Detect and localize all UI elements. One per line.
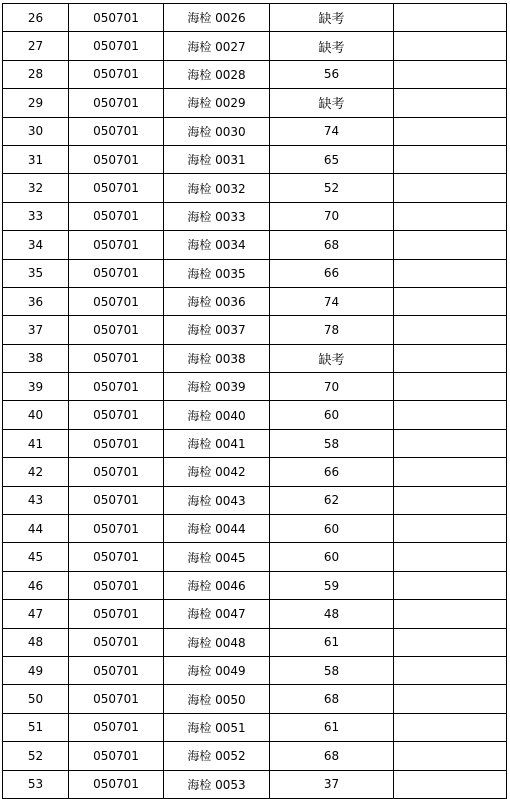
cell-score: 74 [270, 287, 394, 315]
cell-note [394, 117, 507, 145]
cell-note [394, 429, 507, 457]
cell-note [394, 344, 507, 372]
cell-code: 050701 [69, 770, 164, 798]
cell-exam-id: 海检 0037 [164, 316, 270, 344]
cell-note [394, 713, 507, 741]
cell-exam-id: 海检 0042 [164, 458, 270, 486]
cell-score: 52 [270, 174, 394, 202]
cell-note [394, 571, 507, 599]
score-table [2, 3, 507, 799]
table-row [3, 571, 507, 599]
cell-note [394, 685, 507, 713]
cell-index: 46 [3, 571, 69, 599]
cell-index: 28 [3, 60, 69, 88]
cell-code: 050701 [69, 117, 164, 145]
cell-score: 62 [270, 486, 394, 514]
table-row [3, 458, 507, 486]
cell-score: 74 [270, 117, 394, 145]
cell-index: 48 [3, 628, 69, 656]
cell-score: 66 [270, 259, 394, 287]
cell-score: 70 [270, 373, 394, 401]
table-row [3, 344, 507, 372]
cell-note [394, 543, 507, 571]
cell-score: 56 [270, 60, 394, 88]
cell-index: 51 [3, 713, 69, 741]
cell-code: 050701 [69, 89, 164, 117]
cell-index: 43 [3, 486, 69, 514]
cell-score: 70 [270, 202, 394, 230]
cell-score: 65 [270, 145, 394, 173]
cell-note [394, 373, 507, 401]
cell-code: 050701 [69, 4, 164, 32]
table-row [3, 4, 507, 32]
cell-index: 52 [3, 742, 69, 770]
cell-score: 缺考 [270, 344, 394, 372]
cell-score: 60 [270, 543, 394, 571]
cell-exam-id: 海检 0050 [164, 685, 270, 713]
cell-exam-id: 海检 0047 [164, 600, 270, 628]
table-row [3, 515, 507, 543]
cell-index: 33 [3, 202, 69, 230]
table-row [3, 202, 507, 230]
cell-index: 34 [3, 231, 69, 259]
cell-code: 050701 [69, 231, 164, 259]
table-row [3, 429, 507, 457]
table-row [3, 117, 507, 145]
table-row [3, 89, 507, 117]
table-row [3, 742, 507, 770]
cell-note [394, 89, 507, 117]
cell-index: 44 [3, 515, 69, 543]
cell-score: 缺考 [270, 32, 394, 60]
cell-index: 50 [3, 685, 69, 713]
cell-code: 050701 [69, 543, 164, 571]
cell-exam-id: 海检 0036 [164, 287, 270, 315]
cell-index: 39 [3, 373, 69, 401]
table-row [3, 32, 507, 60]
cell-code: 050701 [69, 486, 164, 514]
cell-code: 050701 [69, 174, 164, 202]
cell-code: 050701 [69, 458, 164, 486]
cell-exam-id: 海检 0048 [164, 628, 270, 656]
table-row [3, 174, 507, 202]
cell-index: 53 [3, 770, 69, 798]
table-row [3, 656, 507, 684]
cell-code: 050701 [69, 60, 164, 88]
cell-exam-id: 海检 0052 [164, 742, 270, 770]
cell-index: 47 [3, 600, 69, 628]
table-row [3, 259, 507, 287]
cell-exam-id: 海检 0035 [164, 259, 270, 287]
cell-score: 66 [270, 458, 394, 486]
cell-exam-id: 海检 0040 [164, 401, 270, 429]
table-row [3, 600, 507, 628]
cell-score: 68 [270, 685, 394, 713]
cell-exam-id: 海检 0044 [164, 515, 270, 543]
cell-exam-id: 海检 0049 [164, 656, 270, 684]
cell-note [394, 656, 507, 684]
cell-note [394, 458, 507, 486]
cell-code: 050701 [69, 515, 164, 543]
cell-index: 37 [3, 316, 69, 344]
cell-note [394, 259, 507, 287]
table-row [3, 60, 507, 88]
cell-exam-id: 海检 0046 [164, 571, 270, 599]
table-row [3, 628, 507, 656]
cell-exam-id: 海检 0028 [164, 60, 270, 88]
score-table-body [3, 4, 507, 799]
cell-exam-id: 海检 0027 [164, 32, 270, 60]
cell-note [394, 770, 507, 798]
cell-exam-id: 海检 0038 [164, 344, 270, 372]
cell-index: 35 [3, 259, 69, 287]
cell-code: 050701 [69, 344, 164, 372]
cell-index: 40 [3, 401, 69, 429]
cell-note [394, 287, 507, 315]
cell-exam-id: 海检 0051 [164, 713, 270, 741]
cell-score: 缺考 [270, 89, 394, 117]
cell-exam-id: 海检 0045 [164, 543, 270, 571]
cell-score: 68 [270, 742, 394, 770]
cell-code: 050701 [69, 401, 164, 429]
cell-note [394, 174, 507, 202]
cell-note [394, 600, 507, 628]
table-row [3, 770, 507, 798]
cell-note [394, 486, 507, 514]
cell-code: 050701 [69, 429, 164, 457]
cell-score: 59 [270, 571, 394, 599]
cell-index: 27 [3, 32, 69, 60]
cell-code: 050701 [69, 259, 164, 287]
cell-code: 050701 [69, 600, 164, 628]
cell-exam-id: 海检 0034 [164, 231, 270, 259]
cell-exam-id: 海检 0026 [164, 4, 270, 32]
table-row [3, 316, 507, 344]
cell-code: 050701 [69, 742, 164, 770]
cell-note [394, 316, 507, 344]
cell-score: 78 [270, 316, 394, 344]
table-row [3, 486, 507, 514]
table-row [3, 231, 507, 259]
cell-score: 60 [270, 515, 394, 543]
cell-exam-id: 海检 0033 [164, 202, 270, 230]
cell-code: 050701 [69, 571, 164, 599]
table-row [3, 287, 507, 315]
cell-code: 050701 [69, 316, 164, 344]
cell-index: 29 [3, 89, 69, 117]
cell-score: 60 [270, 401, 394, 429]
cell-index: 42 [3, 458, 69, 486]
cell-index: 49 [3, 656, 69, 684]
cell-code: 050701 [69, 713, 164, 741]
cell-index: 38 [3, 344, 69, 372]
cell-note [394, 628, 507, 656]
cell-index: 36 [3, 287, 69, 315]
cell-index: 26 [3, 4, 69, 32]
cell-score: 68 [270, 231, 394, 259]
cell-exam-id: 海检 0032 [164, 174, 270, 202]
table-row [3, 685, 507, 713]
table-row [3, 373, 507, 401]
cell-code: 050701 [69, 145, 164, 173]
cell-score: 61 [270, 713, 394, 741]
cell-index: 41 [3, 429, 69, 457]
cell-note [394, 401, 507, 429]
cell-index: 30 [3, 117, 69, 145]
cell-score: 37 [270, 770, 394, 798]
cell-exam-id: 海检 0053 [164, 770, 270, 798]
cell-index: 32 [3, 174, 69, 202]
cell-code: 050701 [69, 685, 164, 713]
cell-score: 48 [270, 600, 394, 628]
cell-note [394, 515, 507, 543]
table-row [3, 401, 507, 429]
table-row [3, 145, 507, 173]
cell-index: 45 [3, 543, 69, 571]
cell-note [394, 60, 507, 88]
cell-exam-id: 海检 0039 [164, 373, 270, 401]
cell-code: 050701 [69, 656, 164, 684]
cell-exam-id: 海检 0043 [164, 486, 270, 514]
cell-code: 050701 [69, 287, 164, 315]
table-row [3, 543, 507, 571]
cell-code: 050701 [69, 32, 164, 60]
cell-code: 050701 [69, 628, 164, 656]
table-row [3, 713, 507, 741]
cell-score: 缺考 [270, 4, 394, 32]
cell-note [394, 145, 507, 173]
cell-exam-id: 海检 0031 [164, 145, 270, 173]
cell-code: 050701 [69, 373, 164, 401]
cell-note [394, 4, 507, 32]
cell-note [394, 202, 507, 230]
cell-code: 050701 [69, 202, 164, 230]
cell-note [394, 742, 507, 770]
cell-note [394, 231, 507, 259]
cell-note [394, 32, 507, 60]
cell-score: 58 [270, 429, 394, 457]
cell-exam-id: 海检 0030 [164, 117, 270, 145]
cell-score: 58 [270, 656, 394, 684]
cell-score: 61 [270, 628, 394, 656]
cell-exam-id: 海检 0041 [164, 429, 270, 457]
cell-index: 31 [3, 145, 69, 173]
cell-exam-id: 海检 0029 [164, 89, 270, 117]
